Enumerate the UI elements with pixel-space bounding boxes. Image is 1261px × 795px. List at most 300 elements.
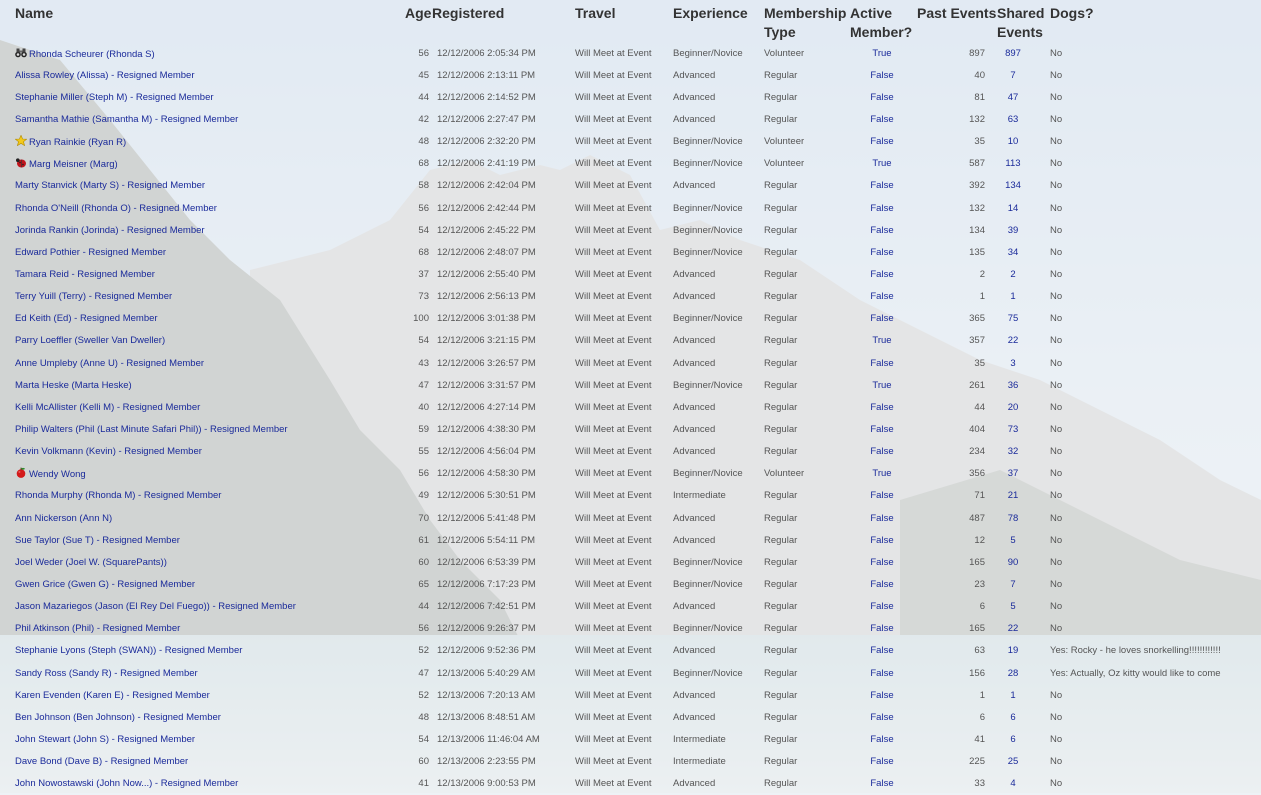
shared-events-value: 39 bbox=[1007, 224, 1019, 236]
cell-experience: Beginner/Novice bbox=[673, 136, 743, 148]
member-name-link[interactable]: Rhonda Murphy (Rhonda M) - Resigned Member bbox=[15, 490, 222, 502]
cell-travel: Will Meet at Event bbox=[575, 379, 652, 391]
cell-shared-events bbox=[997, 286, 1050, 308]
cell-dogs: Yes: Rocky - he loves snorkelling!!!!!!!!!!!! bbox=[1050, 645, 1221, 657]
table-row bbox=[0, 42, 1261, 64]
cell-travel: Will Meet at Event bbox=[575, 357, 652, 369]
cell-past-events: 132 bbox=[969, 113, 985, 125]
cell-membership-type: Regular bbox=[764, 268, 798, 280]
cell-shared-events bbox=[997, 573, 1050, 595]
member-name-link[interactable]: Tamara Reid - Resigned Member bbox=[15, 268, 155, 280]
shared-events-value: 32 bbox=[1007, 446, 1019, 458]
ladybug-icon bbox=[15, 157, 27, 168]
cell-active-member: False bbox=[870, 291, 894, 303]
header-active-member[interactable]: Active Member? bbox=[850, 5, 913, 40]
cell-active-member: False bbox=[870, 113, 894, 125]
cell-membership-type: Volunteer bbox=[764, 47, 805, 59]
cell-age: 37 bbox=[418, 268, 429, 280]
cell-shared-events bbox=[997, 551, 1050, 573]
cell-membership-type: Regular bbox=[764, 313, 798, 325]
member-name-link[interactable]: Alissa Rowley (Alissa) - Resigned Member bbox=[15, 69, 195, 81]
table-row bbox=[0, 640, 1261, 662]
shared-events-value: 134 bbox=[1005, 180, 1021, 192]
cell-shared-events bbox=[997, 507, 1050, 529]
cell-dogs: No bbox=[1050, 512, 1063, 524]
cell-active-member: False bbox=[870, 180, 894, 192]
cell-active-member: False bbox=[870, 601, 894, 613]
shared-events-value: 63 bbox=[1007, 113, 1019, 125]
cell-shared-events bbox=[997, 330, 1050, 352]
cell-membership-type: Regular bbox=[764, 778, 798, 790]
cell-experience: Advanced bbox=[673, 401, 716, 413]
cell-age: 65 bbox=[418, 578, 429, 590]
cell-travel: Will Meet at Event bbox=[575, 224, 652, 236]
cell-registered: 12/12/2006 2:48:07 PM bbox=[437, 246, 536, 258]
table-row bbox=[0, 684, 1261, 706]
member-name-link[interactable]: Kevin Volkmann (Kevin) - Resigned Member bbox=[15, 446, 202, 458]
cell-past-events: 12 bbox=[974, 534, 985, 546]
member-name-link[interactable]: Rhonda Scheurer (Rhonda S) bbox=[29, 48, 155, 60]
cell-shared-events bbox=[997, 529, 1050, 551]
cell-registered: 12/12/2006 2:27:47 PM bbox=[437, 113, 536, 125]
cell-name bbox=[0, 551, 405, 573]
cell-travel: Will Meet at Event bbox=[575, 534, 652, 546]
cell-name bbox=[0, 131, 405, 153]
cell-travel: Will Meet at Event bbox=[575, 313, 652, 325]
cell-age: 60 bbox=[418, 756, 429, 768]
cell-past-events: 33 bbox=[974, 778, 985, 790]
shared-events-value: 78 bbox=[1007, 512, 1019, 524]
cell-active-member: False bbox=[870, 512, 894, 524]
cell-registered: 12/12/2006 3:01:38 PM bbox=[437, 313, 536, 325]
cell-registered: 12/12/2006 7:42:51 PM bbox=[437, 601, 536, 613]
cell-past-events: 6 bbox=[979, 711, 985, 723]
cell-dogs: No bbox=[1050, 357, 1063, 369]
cell-active-member: False bbox=[870, 69, 894, 81]
cell-shared-events bbox=[997, 175, 1050, 197]
table-row bbox=[0, 662, 1261, 684]
cell-travel: Will Meet at Event bbox=[575, 778, 652, 790]
shared-events-value: 28 bbox=[1007, 667, 1019, 679]
table-row bbox=[0, 573, 1261, 595]
table-row bbox=[0, 286, 1261, 308]
cell-name bbox=[0, 42, 405, 64]
member-name-link[interactable]: Marg Meisner (Marg) bbox=[29, 159, 118, 171]
cell-experience: Intermediate bbox=[673, 490, 726, 502]
cell-registered: 12/12/2006 2:13:11 PM bbox=[437, 69, 536, 81]
member-name-link[interactable]: Jorinda Rankin (Jorinda) - Resigned Member bbox=[15, 224, 205, 236]
cell-age: 52 bbox=[418, 645, 429, 657]
cell-shared-events bbox=[997, 108, 1050, 130]
shared-events-value: 7 bbox=[1010, 578, 1016, 590]
table-row bbox=[0, 86, 1261, 108]
cell-registered: 12/12/2006 3:21:15 PM bbox=[437, 335, 536, 347]
cell-dogs: No bbox=[1050, 158, 1063, 170]
cell-travel: Will Meet at Event bbox=[575, 556, 652, 568]
cell-age: 73 bbox=[418, 291, 429, 303]
cell-active-member: False bbox=[870, 423, 894, 435]
cell-age: 49 bbox=[418, 490, 429, 502]
member-name-link[interactable]: Stephanie Lyons (Steph (SWAN)) - Resigned Member bbox=[15, 645, 243, 657]
table-row bbox=[0, 463, 1261, 485]
cell-active-member: False bbox=[870, 689, 894, 701]
cell-past-events: 234 bbox=[969, 446, 985, 458]
cell-active-member: False bbox=[870, 490, 894, 502]
cell-name bbox=[0, 308, 405, 330]
member-name-link[interactable]: Ryan Rainkie (Ryan R) bbox=[29, 137, 127, 149]
member-name-link[interactable]: Marty Stanvick (Marty S) - Resigned Member bbox=[15, 180, 206, 192]
cell-past-events: 357 bbox=[969, 335, 985, 347]
table-row bbox=[0, 263, 1261, 285]
cell-shared-events bbox=[997, 86, 1050, 108]
cell-active-member: False bbox=[870, 578, 894, 590]
cell-experience: Beginner/Novice bbox=[673, 158, 743, 170]
cell-age: 43 bbox=[418, 357, 429, 369]
cell-experience: Beginner/Novice bbox=[673, 224, 743, 236]
shared-events-value: 75 bbox=[1007, 313, 1019, 325]
shared-events-value: 47 bbox=[1007, 91, 1019, 103]
cell-active-member: False bbox=[870, 556, 894, 568]
cell-experience: Advanced bbox=[673, 69, 716, 81]
cell-experience: Advanced bbox=[673, 291, 716, 303]
shared-events-value: 7 bbox=[1010, 69, 1016, 81]
header-name[interactable]: Name bbox=[15, 5, 54, 21]
cell-age: 40 bbox=[418, 401, 429, 413]
cell-membership-type: Regular bbox=[764, 512, 798, 524]
cell-dogs: No bbox=[1050, 202, 1063, 214]
cell-travel: Will Meet at Event bbox=[575, 601, 652, 613]
cell-registered: 12/12/2006 9:52:36 PM bbox=[437, 645, 536, 657]
cell-shared-events bbox=[997, 640, 1050, 662]
header-shared-events[interactable]: Shared Events bbox=[997, 5, 1045, 40]
cell-membership-type: Regular bbox=[764, 490, 798, 502]
cell-experience: Advanced bbox=[673, 113, 716, 125]
cell-membership-type: Regular bbox=[764, 202, 798, 214]
cell-past-events: 587 bbox=[969, 158, 985, 170]
cell-travel: Will Meet at Event bbox=[575, 689, 652, 701]
member-name-link[interactable]: Stephanie Miller (Steph M) - Resigned Member bbox=[15, 91, 214, 103]
cell-dogs: Yes: Actually, Oz kitty would like to come bbox=[1050, 667, 1221, 679]
cell-registered: 12/13/2006 2:23:55 PM bbox=[437, 756, 536, 768]
header-dogs[interactable]: Dogs? bbox=[1050, 5, 1094, 21]
table-row bbox=[0, 396, 1261, 418]
cell-membership-type: Regular bbox=[764, 733, 798, 745]
cell-name bbox=[0, 197, 405, 219]
cell-active-member: False bbox=[870, 268, 894, 280]
cell-membership-type: Regular bbox=[764, 578, 798, 590]
member-name-link[interactable]: Sandy Ross (Sandy R) - Resigned Member bbox=[15, 667, 198, 679]
cell-name bbox=[0, 219, 405, 241]
cell-dogs: No bbox=[1050, 246, 1063, 258]
cell-travel: Will Meet at Event bbox=[575, 401, 652, 413]
cell-past-events: 2 bbox=[979, 268, 985, 280]
cell-travel: Will Meet at Event bbox=[575, 180, 652, 192]
cell-dogs: No bbox=[1050, 468, 1063, 480]
cell-active-member: False bbox=[870, 224, 894, 236]
header-experience[interactable]: Experience bbox=[673, 5, 748, 21]
member-name-link[interactable]: Kelli McAllister (Kelli M) - Resigned Member bbox=[15, 401, 201, 413]
cell-experience: Advanced bbox=[673, 512, 716, 524]
cell-dogs: No bbox=[1050, 423, 1063, 435]
cell-registered: 12/12/2006 2:32:20 PM bbox=[437, 136, 536, 148]
cell-membership-type: Regular bbox=[764, 446, 798, 458]
header-age[interactable]: Age bbox=[405, 5, 432, 21]
member-name-link[interactable]: Rhonda O'Neill (Rhonda O) - Resigned Member bbox=[15, 202, 217, 214]
cell-experience: Advanced bbox=[673, 91, 716, 103]
cell-dogs: No bbox=[1050, 224, 1063, 236]
member-name-link[interactable]: Gwen Grice (Gwen G) - Resigned Member bbox=[15, 578, 196, 590]
cell-membership-type: Regular bbox=[764, 423, 798, 435]
cell-membership-type: Regular bbox=[764, 357, 798, 369]
cell-name bbox=[0, 441, 405, 463]
cell-shared-events bbox=[997, 684, 1050, 706]
table-row bbox=[0, 773, 1261, 795]
cell-registered: 12/12/2006 4:27:14 PM bbox=[437, 401, 536, 413]
shared-events-value: 1 bbox=[1010, 291, 1016, 303]
member-name-link[interactable]: Ed Keith (Ed) - Resigned Member bbox=[15, 313, 158, 325]
cell-travel: Will Meet at Event bbox=[575, 69, 652, 81]
cell-experience: Beginner/Novice bbox=[673, 468, 743, 480]
member-name-link[interactable]: Wendy Wong bbox=[29, 469, 86, 481]
star-icon bbox=[15, 135, 27, 146]
cell-past-events: 6 bbox=[979, 601, 985, 613]
cell-registered: 12/12/2006 2:41:19 PM bbox=[437, 158, 536, 170]
cell-age: 68 bbox=[418, 246, 429, 258]
cell-age: 47 bbox=[418, 379, 429, 391]
cell-experience: Beginner/Novice bbox=[673, 578, 743, 590]
cell-age: 56 bbox=[418, 623, 429, 635]
table-row bbox=[0, 241, 1261, 263]
cell-age: 100 bbox=[413, 313, 429, 325]
cell-age: 55 bbox=[418, 446, 429, 458]
cell-name bbox=[0, 728, 405, 750]
cell-dogs: No bbox=[1050, 601, 1063, 613]
shared-events-value: 3 bbox=[1010, 357, 1016, 369]
member-name-link[interactable]: Ben Johnson (Ben Johnson) - Resigned Member bbox=[15, 711, 221, 723]
cell-shared-events bbox=[997, 396, 1050, 418]
cell-age: 59 bbox=[418, 423, 429, 435]
cell-name bbox=[0, 64, 405, 86]
cell-shared-events bbox=[997, 64, 1050, 86]
cell-shared-events bbox=[997, 706, 1050, 728]
member-name-link[interactable]: Philip Walters (Phil (Last Minute Safari Phil)) - Resigned Member bbox=[15, 423, 288, 435]
cell-shared-events bbox=[997, 441, 1050, 463]
cell-past-events: 165 bbox=[969, 623, 985, 635]
cell-shared-events bbox=[997, 241, 1050, 263]
cell-age: 47 bbox=[418, 667, 429, 679]
member-name-link[interactable]: Ann Nickerson (Ann N) bbox=[15, 512, 113, 524]
shared-events-value: 4 bbox=[1010, 778, 1016, 790]
cell-age: 45 bbox=[418, 69, 429, 81]
cell-travel: Will Meet at Event bbox=[575, 446, 652, 458]
table-row bbox=[0, 330, 1261, 352]
cell-past-events: 40 bbox=[974, 69, 985, 81]
cell-name bbox=[0, 463, 405, 485]
cell-travel: Will Meet at Event bbox=[575, 291, 652, 303]
cell-name bbox=[0, 485, 405, 507]
cell-travel: Will Meet at Event bbox=[575, 512, 652, 524]
member-name-link[interactable]: Parry Loeffler (Sweller Van Dweller) bbox=[15, 335, 166, 347]
table-row bbox=[0, 596, 1261, 618]
cell-dogs: No bbox=[1050, 534, 1063, 546]
cell-name bbox=[0, 618, 405, 640]
cell-name bbox=[0, 418, 405, 440]
member-name-link[interactable]: John Nowostawski (John Now...) - Resigned Member bbox=[15, 778, 239, 790]
cell-dogs: No bbox=[1050, 69, 1063, 81]
cell-travel: Will Meet at Event bbox=[575, 756, 652, 768]
cell-name bbox=[0, 352, 405, 374]
cell-registered: 12/12/2006 2:55:40 PM bbox=[437, 268, 536, 280]
member-name-link[interactable]: Terry Yuill (Terry) - Resigned Member bbox=[15, 291, 173, 303]
cell-name bbox=[0, 596, 405, 618]
member-name-link[interactable]: Dave Bond (Dave B) - Resigned Member bbox=[15, 756, 189, 768]
shared-events-value: 36 bbox=[1007, 379, 1019, 391]
cell-dogs: No bbox=[1050, 578, 1063, 590]
cell-experience: Beginner/Novice bbox=[673, 313, 743, 325]
cell-shared-events bbox=[997, 418, 1050, 440]
cell-travel: Will Meet at Event bbox=[575, 578, 652, 590]
cell-name bbox=[0, 241, 405, 263]
cell-age: 54 bbox=[418, 733, 429, 745]
cell-active-member: True bbox=[872, 468, 892, 480]
cell-age: 52 bbox=[418, 689, 429, 701]
cell-past-events: 135 bbox=[969, 246, 985, 258]
cell-shared-events bbox=[997, 42, 1050, 64]
cell-age: 54 bbox=[418, 224, 429, 236]
table-row bbox=[0, 751, 1261, 773]
cell-membership-type: Regular bbox=[764, 556, 798, 568]
cell-membership-type: Regular bbox=[764, 667, 798, 679]
cell-travel: Will Meet at Event bbox=[575, 711, 652, 723]
member-name-link[interactable]: Joel Weder (Joel W. (SquarePants)) bbox=[15, 556, 167, 568]
cell-registered: 12/13/2006 7:20:13 AM bbox=[437, 689, 536, 701]
cell-age: 56 bbox=[418, 202, 429, 214]
cell-experience: Advanced bbox=[673, 711, 716, 723]
table-row bbox=[0, 352, 1261, 374]
table-row bbox=[0, 175, 1261, 197]
cell-travel: Will Meet at Event bbox=[575, 645, 652, 657]
table-row bbox=[0, 507, 1261, 529]
cell-name bbox=[0, 108, 405, 130]
shared-events-value: 21 bbox=[1007, 490, 1019, 502]
shared-events-value: 90 bbox=[1007, 556, 1019, 568]
table-row bbox=[0, 418, 1261, 440]
cell-travel: Will Meet at Event bbox=[575, 91, 652, 103]
member-name-link[interactable]: Jason Mazariegos (Jason (El Rey Del Fuego)) - Resigned Member bbox=[15, 601, 296, 613]
cell-past-events: 134 bbox=[969, 224, 985, 236]
cell-experience: Advanced bbox=[673, 645, 716, 657]
cell-past-events: 41 bbox=[974, 733, 985, 745]
cell-experience: Beginner/Novice bbox=[673, 623, 743, 635]
cell-experience: Beginner/Novice bbox=[673, 379, 743, 391]
cell-travel: Will Meet at Event bbox=[575, 623, 652, 635]
cell-age: 56 bbox=[418, 468, 429, 480]
member-name-link[interactable]: Samantha Mathie (Samantha M) - Resigned Member bbox=[15, 113, 239, 125]
cell-dogs: No bbox=[1050, 291, 1063, 303]
cell-membership-type: Regular bbox=[764, 113, 798, 125]
cell-registered: 12/12/2006 2:05:34 PM bbox=[437, 47, 536, 59]
cell-active-member: False bbox=[870, 778, 894, 790]
table-row bbox=[0, 153, 1261, 175]
shared-events-value: 10 bbox=[1007, 136, 1019, 148]
cell-active-member: True bbox=[872, 47, 892, 59]
shared-events-value: 22 bbox=[1007, 335, 1019, 347]
member-name-link[interactable]: Karen Evenden (Karen E) - Resigned Member bbox=[15, 689, 210, 701]
cell-membership-type: Regular bbox=[764, 246, 798, 258]
header-travel[interactable]: Travel bbox=[575, 5, 616, 21]
cell-experience: Advanced bbox=[673, 534, 716, 546]
cell-experience: Advanced bbox=[673, 689, 716, 701]
cell-active-member: True bbox=[872, 335, 892, 347]
cell-name bbox=[0, 751, 405, 773]
cell-past-events: 35 bbox=[974, 136, 985, 148]
cell-age: 56 bbox=[418, 47, 429, 59]
member-name-link[interactable]: Phil Atkinson (Phil) - Resigned Member bbox=[15, 623, 181, 635]
binoculars-icon bbox=[15, 47, 27, 58]
header-membership-type[interactable]: Membership Type bbox=[764, 5, 847, 40]
cell-name bbox=[0, 662, 405, 684]
cell-shared-events bbox=[997, 618, 1050, 640]
shared-events-value: 897 bbox=[1005, 47, 1021, 59]
shared-events-value: 20 bbox=[1007, 401, 1019, 413]
member-name-link[interactable]: Edward Pothier - Resigned Member bbox=[15, 246, 167, 258]
shared-events-value: 113 bbox=[1005, 158, 1021, 170]
cell-travel: Will Meet at Event bbox=[575, 423, 652, 435]
cell-dogs: No bbox=[1050, 313, 1063, 325]
cell-name bbox=[0, 153, 405, 175]
cell-past-events: 81 bbox=[974, 91, 985, 103]
cell-travel: Will Meet at Event bbox=[575, 268, 652, 280]
table-row bbox=[0, 308, 1261, 330]
cell-name bbox=[0, 86, 405, 108]
cell-membership-type: Regular bbox=[764, 224, 798, 236]
cell-active-member: False bbox=[870, 733, 894, 745]
shared-events-value: 2 bbox=[1010, 268, 1016, 280]
cell-membership-type: Regular bbox=[764, 401, 798, 413]
cell-registered: 12/13/2006 5:40:29 AM bbox=[437, 667, 536, 679]
cell-name bbox=[0, 640, 405, 662]
cell-experience: Advanced bbox=[673, 778, 716, 790]
cell-shared-events bbox=[997, 131, 1050, 153]
header-past-events[interactable]: Past Events bbox=[917, 5, 997, 21]
cell-shared-events bbox=[997, 773, 1050, 795]
cell-experience: Advanced bbox=[673, 335, 716, 347]
member-name-link[interactable]: Marta Heske (Marta Heske) bbox=[15, 379, 132, 391]
cell-past-events: 365 bbox=[969, 313, 985, 325]
cell-registered: 12/12/2006 5:54:11 PM bbox=[437, 534, 536, 546]
table-row bbox=[0, 108, 1261, 130]
member-name-link[interactable]: Sue Taylor (Sue T) - Resigned Member bbox=[15, 534, 180, 546]
header-registered[interactable]: Registered bbox=[432, 5, 505, 21]
cell-dogs: No bbox=[1050, 268, 1063, 280]
member-name-link[interactable]: Anne Umpleby (Anne U) - Resigned Member bbox=[15, 357, 205, 369]
cell-name bbox=[0, 706, 405, 728]
cell-travel: Will Meet at Event bbox=[575, 335, 652, 347]
cell-dogs: No bbox=[1050, 335, 1063, 347]
shared-events-value: 5 bbox=[1010, 534, 1016, 546]
cell-membership-type: Regular bbox=[764, 335, 798, 347]
cell-shared-events bbox=[997, 374, 1050, 396]
cell-registered: 12/13/2006 11:46:04 AM bbox=[437, 733, 540, 745]
cell-past-events: 132 bbox=[969, 202, 985, 214]
member-name-link[interactable]: John Stewart (John S) - Resigned Member bbox=[15, 733, 196, 745]
cell-membership-type: Regular bbox=[764, 623, 798, 635]
cell-travel: Will Meet at Event bbox=[575, 47, 652, 59]
cell-shared-events bbox=[997, 596, 1050, 618]
table-row bbox=[0, 728, 1261, 750]
shared-events-value: 19 bbox=[1007, 645, 1019, 657]
cell-registered: 12/12/2006 2:42:04 PM bbox=[437, 180, 536, 192]
